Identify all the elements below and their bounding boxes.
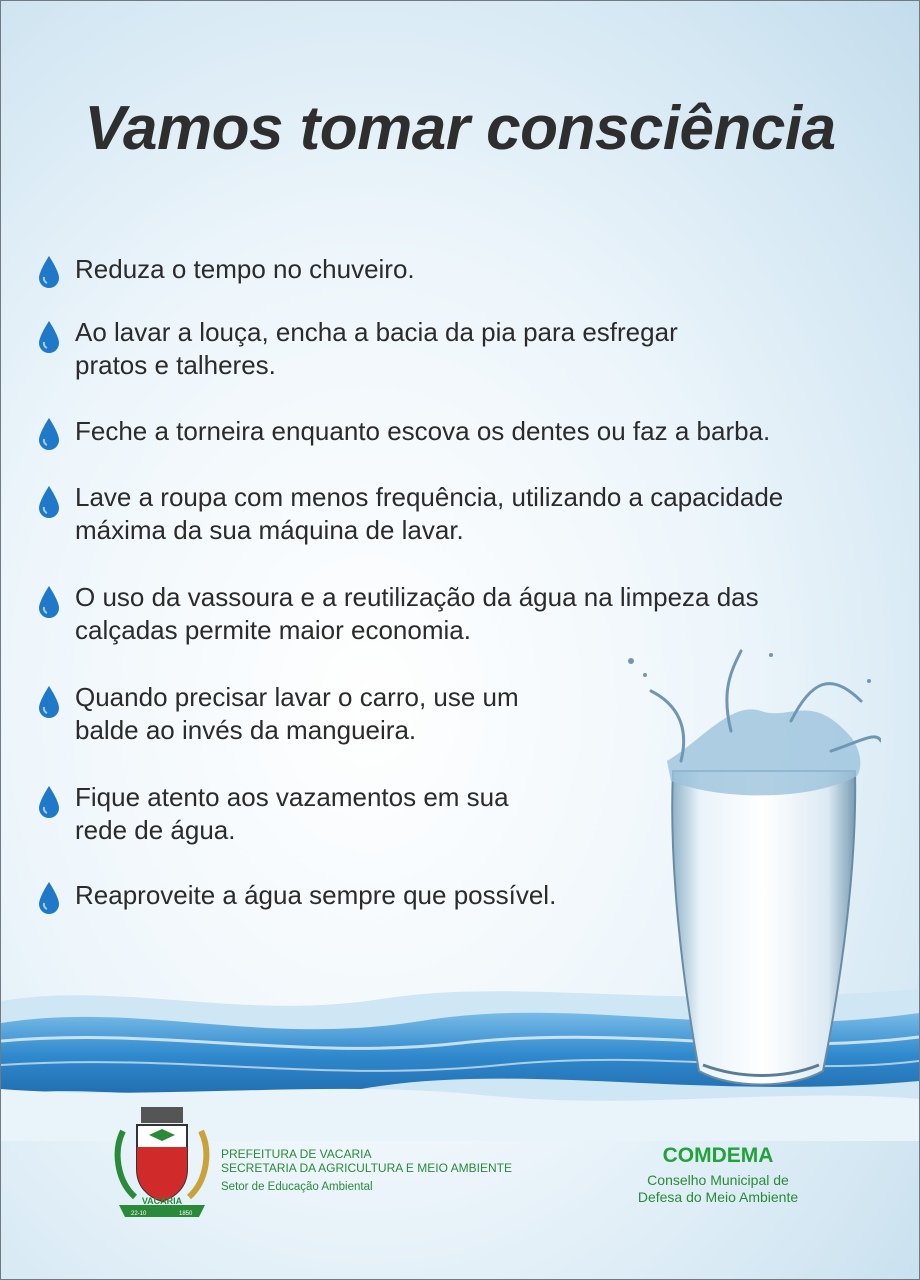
tip-text: Ao lavar a louça, encha a bacia da pia para esfregar pratos e talheres. [75, 317, 678, 380]
water-drop-icon [37, 881, 61, 915]
comdema-block [613, 1144, 823, 1206]
water-drop-icon [37, 320, 61, 354]
water-drop-icon [37, 255, 61, 289]
emblem-date-left: 22-10 [131, 1211, 147, 1217]
prefeitura-block [221, 1147, 512, 1194]
tip-text: Feche a torneira enquanto escova os dentes ou faz a barba. [75, 416, 771, 446]
emblem-date-right: 1850 [179, 1211, 193, 1217]
comdema-desc-2: Defesa do Meio Ambiente [637, 1189, 799, 1205]
water-drop-icon [37, 417, 61, 451]
poster-title: Vamos tomar consciência [84, 94, 836, 163]
comdema-desc-1: Conselho Municipal de [647, 1172, 789, 1188]
secretaria-name: SECRETARIA DA AGRICULTURA E MEIO AMBIENTE [221, 1161, 512, 1175]
prefeitura-name: PREFEITURA DE VACARIA [221, 1147, 372, 1161]
water-drop-icon [37, 685, 61, 719]
vacaria-coat-of-arms-icon [109, 1101, 215, 1221]
water-drop-icon [37, 585, 61, 619]
tip-text: Quando precisar lavar o carro, use um balde ao invés da mangueira. [75, 682, 519, 745]
emblem-text: VACARIA [141, 1196, 183, 1206]
water-drop-icon [37, 785, 61, 819]
comdema-name: COMDEMA [662, 1144, 774, 1167]
tip-text: Lave a roupa com menos frequência, utilizando a capacidade máxima da sua máquina de lavar. [75, 482, 784, 545]
water-glass-image [611, 641, 881, 1101]
tip-text: Reaproveite a água sempre que possível. [75, 880, 557, 910]
tip-text: O uso da vassoura e a reutilização da água na limpeza das calçadas permite maior economia. [75, 582, 759, 645]
setor-name: Setor de Educação Ambiental [221, 1181, 373, 1193]
water-drop-icon [37, 485, 61, 519]
tip-text: Fique atento aos vazamentos em sua rede de água. [75, 782, 509, 845]
tip-text: Reduza o tempo no chuveiro. [75, 254, 415, 284]
